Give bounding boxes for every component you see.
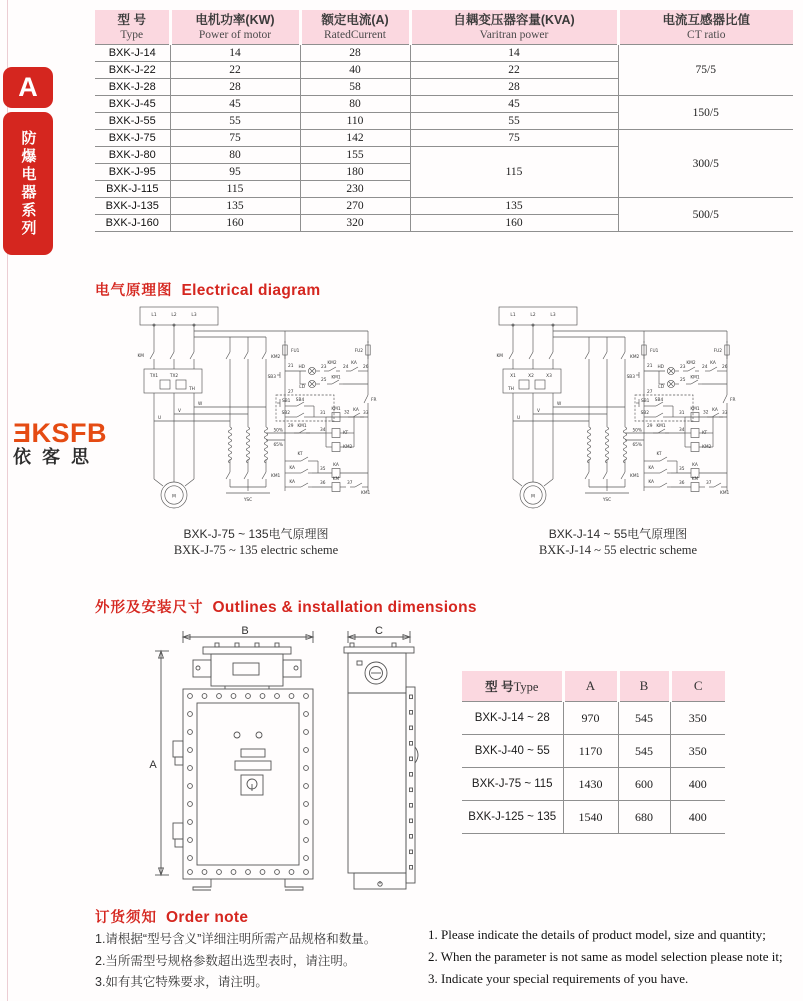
svg-text:FU2: FU2 <box>713 349 722 354</box>
dimension-table-row <box>462 768 725 801</box>
spec-table-cell: BXK-J-95 <box>95 164 170 181</box>
svg-text:KA: KA <box>712 408 718 413</box>
dimension-table-cell: 400 <box>670 801 725 834</box>
svg-text:KA: KA <box>353 408 359 413</box>
order-note-en-item: 2. When the parameter is not same as model selection please note it; <box>428 949 783 964</box>
svg-text:34: 34 <box>679 428 685 433</box>
svg-text:C: C <box>375 625 383 637</box>
spec-col-current: 额定电流(A) RatedCurrent <box>300 10 410 45</box>
svg-text:KM1: KM1 <box>690 407 700 412</box>
svg-text:KA: KA <box>710 361 716 366</box>
svg-text:M: M <box>531 494 535 500</box>
dimension-table-cell: 545 <box>618 735 670 768</box>
svg-text:X3: X3 <box>546 374 552 379</box>
svg-text:KM1: KM1 <box>690 375 700 381</box>
svg-text:25: 25 <box>680 378 686 383</box>
spec-table-cell: 500/5 <box>618 198 793 232</box>
dimension-table-cell: BXK-J-14 ~ 28 <box>462 702 563 735</box>
svg-text:29: 29 <box>647 424 653 429</box>
spec-table-cell: 22 <box>170 62 300 79</box>
spec-table-cell: 22 <box>410 62 618 79</box>
spec-table-cell: BXK-J-80 <box>95 147 170 164</box>
spec-table-body <box>95 45 793 232</box>
svg-text:KA: KA <box>692 463 698 468</box>
spec-table-cell: 230 <box>300 181 410 198</box>
svg-text:KM2: KM2 <box>630 355 640 360</box>
svg-text:36: 36 <box>320 481 326 486</box>
svg-text:L1: L1 <box>151 313 157 318</box>
svg-text:KT: KT <box>297 452 303 457</box>
dim-col-b: B <box>618 671 670 702</box>
dimension-table-cell: 1430 <box>563 768 618 801</box>
svg-text:U: U <box>158 416 162 421</box>
svg-text:SB1: SB1 <box>282 399 291 404</box>
svg-text:26: 26 <box>722 365 728 370</box>
svg-text:21: 21 <box>647 364 653 369</box>
svg-text:KM1: KM1 <box>656 424 666 429</box>
svg-text:HD: HD <box>657 365 664 370</box>
svg-text:B: B <box>241 625 249 637</box>
spec-table-row <box>95 96 793 113</box>
section-heading-electrical-diagram: 电气原理图 Electrical diagram <box>95 282 321 299</box>
dimension-table-cell: 600 <box>618 768 670 801</box>
svg-text:29: 29 <box>288 424 294 429</box>
spec-table-cell: 58 <box>300 79 410 96</box>
spec-table-cell: 45 <box>410 96 618 113</box>
spec-table-cell: 80 <box>170 147 300 164</box>
svg-text:SB4: SB4 <box>654 398 664 403</box>
spec-table-cell: 45 <box>170 96 300 113</box>
spec-table-cell: 155 <box>300 147 410 164</box>
spec-table <box>95 10 793 232</box>
svg-text:KT: KT <box>702 431 708 436</box>
spec-table-cell: 55 <box>410 113 618 130</box>
svg-text:SB2: SB2 <box>281 411 290 416</box>
spec-table-cell: BXK-J-45 <box>95 96 170 113</box>
svg-text:V: V <box>537 409 540 414</box>
spec-table-cell: 320 <box>300 215 410 232</box>
dim-col-c: C <box>670 671 725 702</box>
dimension-table-row <box>462 702 725 735</box>
svg-text:FU2: FU2 <box>354 349 363 354</box>
dimension-table-row <box>462 735 725 768</box>
dimension-table-cell: 970 <box>563 702 618 735</box>
svg-text:HD: HD <box>298 365 305 370</box>
svg-text:M: M <box>172 494 176 500</box>
spec-col-power: 电机功率(KW) Power of motor <box>170 10 300 45</box>
svg-text:21: 21 <box>288 364 294 369</box>
section-heading-outlines: 外形及安装尺寸 Outlines & installation dimensions <box>95 599 477 616</box>
spec-table-cell: 160 <box>410 215 618 232</box>
svg-text:KA: KA <box>333 463 339 468</box>
svg-text:FU1: FU1 <box>291 349 300 354</box>
dimension-table-row <box>462 801 725 834</box>
svg-text:L2: L2 <box>530 313 536 318</box>
spec-table-row <box>95 198 793 215</box>
svg-text:KM1: KM1 <box>331 375 341 381</box>
electrical-diagram-left <box>130 303 382 525</box>
dimension-table-cell: BXK-J-75 ~ 115 <box>462 768 563 801</box>
spec-table-cell: BXK-J-75 <box>95 130 170 147</box>
spec-table-cell: 160 <box>170 215 300 232</box>
svg-text:37: 37 <box>706 481 712 486</box>
spec-table-cell: 115 <box>410 147 618 198</box>
svg-text:KT: KT <box>656 452 662 457</box>
order-note-cn-item: 2.当所需型号规格参数超出选型表时，请注明。 <box>95 953 356 968</box>
order-note-en-item: 1. Please indicate the details of product model, size and quantity; <box>428 927 766 942</box>
spec-table-cell: 300/5 <box>618 130 793 198</box>
spec-table-cell: BXK-J-135 <box>95 198 170 215</box>
spec-col-varitran: 自耦变压器容量(KVA) Varitran power <box>410 10 618 45</box>
svg-text:FR: FR <box>730 398 736 403</box>
dimension-table-cell: 545 <box>618 702 670 735</box>
svg-text:27: 27 <box>647 390 653 395</box>
svg-text:36: 36 <box>679 481 685 486</box>
svg-text:65%: 65% <box>632 443 642 448</box>
sidebar-tab-letter: A <box>18 72 38 102</box>
svg-text:SB1: SB1 <box>641 399 650 404</box>
dim-table-body <box>462 702 725 834</box>
svg-text:35: 35 <box>679 467 685 472</box>
dim-col-type: 型 号Type <box>462 671 563 702</box>
svg-text:KA: KA <box>289 466 295 471</box>
outline-side-view <box>330 623 440 895</box>
dimension-table-cell: BXK-J-125 ~ 135 <box>462 801 563 834</box>
spec-table-cell: BXK-J-28 <box>95 79 170 96</box>
spec-table-cell: 14 <box>410 45 618 62</box>
brand-logo-text: ƎKSFB <box>13 418 108 448</box>
svg-text:31: 31 <box>679 411 685 416</box>
svg-text:32: 32 <box>344 410 350 416</box>
svg-text:L3: L3 <box>191 313 197 318</box>
svg-text:KA: KA <box>351 361 357 366</box>
svg-text:KA: KA <box>648 480 654 485</box>
svg-text:V: V <box>178 409 181 414</box>
order-note-cn-item: 3.如有其它特殊要求，请注明。 <box>95 975 268 989</box>
svg-text:LD: LD <box>658 385 664 390</box>
spec-table-cell: 142 <box>300 130 410 147</box>
svg-text:KM: KM <box>137 354 144 359</box>
svg-text:SB4: SB4 <box>295 398 305 403</box>
spec-table-cell: 150/5 <box>618 96 793 130</box>
dimension-table-cell: 400 <box>670 768 725 801</box>
svg-text:L2: L2 <box>171 313 177 318</box>
dimension-table-cell: 1170 <box>563 735 618 768</box>
svg-text:24: 24 <box>343 365 349 370</box>
svg-text:YSC: YSC <box>602 498 612 503</box>
svg-text:X1: X1 <box>510 374 516 379</box>
svg-text:KM: KM <box>332 477 340 482</box>
svg-text:50%: 50% <box>632 428 642 434</box>
dimension-table-cell: 680 <box>618 801 670 834</box>
svg-text:SB3: SB3 <box>626 375 635 380</box>
dimension-table-cell: 350 <box>670 735 725 768</box>
svg-text:31: 31 <box>320 411 326 416</box>
spec-table-cell: 80 <box>300 96 410 113</box>
svg-text:KM1: KM1 <box>331 407 341 412</box>
spec-table-cell: BXK-J-14 <box>95 45 170 62</box>
dimension-table-cell: 1540 <box>563 801 618 834</box>
spec-table-cell: 75 <box>170 130 300 147</box>
svg-text:KM: KM <box>496 354 503 359</box>
sidebar-tab-series <box>3 112 53 255</box>
svg-text:32: 32 <box>703 410 709 416</box>
svg-text:KA: KA <box>289 480 295 485</box>
svg-text:KM2: KM2 <box>343 445 353 450</box>
svg-text:KM2: KM2 <box>271 355 281 360</box>
svg-text:24: 24 <box>702 365 708 370</box>
dim-col-a: A <box>563 671 618 702</box>
order-note-list-en <box>428 924 800 990</box>
spec-table-cell: 40 <box>300 62 410 79</box>
spec-table-row <box>95 130 793 147</box>
svg-text:23: 23 <box>321 365 327 370</box>
section-heading-order-note: 订货须知 Order note <box>95 909 249 926</box>
svg-text:TH: TH <box>508 387 514 392</box>
svg-text:KA: KA <box>648 466 654 471</box>
dimension-table-header <box>462 671 725 702</box>
dimension-table-cell: 350 <box>670 702 725 735</box>
brand-logo-chinese: 依客思 <box>13 447 100 467</box>
svg-text:L3: L3 <box>550 313 556 318</box>
svg-text:35: 35 <box>320 467 326 472</box>
spec-col-ct-ratio: 电流互感器比值 CT ratio <box>618 10 793 45</box>
svg-text:W: W <box>557 402 562 407</box>
spec-table-cell: 28 <box>170 79 300 96</box>
brand-logo <box>13 420 107 468</box>
spec-table-cell: 270 <box>300 198 410 215</box>
spec-table-cell: 14 <box>170 45 300 62</box>
svg-text:KM1: KM1 <box>630 474 640 479</box>
svg-text:26: 26 <box>363 365 369 370</box>
spec-table-cell: BXK-J-22 <box>95 62 170 79</box>
svg-text:KM2: KM2 <box>327 361 337 366</box>
spec-table-cell: BXK-J-160 <box>95 215 170 232</box>
spec-table-row <box>95 45 793 62</box>
svg-text:KM2: KM2 <box>702 445 712 450</box>
order-note-list-cn <box>95 929 425 994</box>
outline-front-view <box>145 623 340 895</box>
spec-table-cell: 28 <box>410 79 618 96</box>
svg-text:33: 33 <box>722 411 728 416</box>
order-note-en-item: 3. Indicate your special requirements of you have. <box>428 971 689 986</box>
svg-text:YSC: YSC <box>243 498 253 503</box>
svg-text:27: 27 <box>288 390 294 395</box>
svg-text:33: 33 <box>363 411 369 416</box>
svg-text:KM1: KM1 <box>720 491 730 496</box>
svg-text:U: U <box>517 416 521 421</box>
svg-text:KM1: KM1 <box>297 424 307 429</box>
spec-table-cell: 28 <box>300 45 410 62</box>
svg-text:50%: 50% <box>273 428 283 434</box>
svg-text:FU1: FU1 <box>650 349 659 354</box>
svg-text:TX2: TX2 <box>169 374 179 379</box>
spec-table-cell: BXK-J-55 <box>95 113 170 130</box>
electrical-diagram-right <box>489 303 741 525</box>
order-note-cn-item: 1.请根据“型号含义”详细注明所需产品规格和数量。 <box>95 932 377 946</box>
svg-text:SB2: SB2 <box>640 411 649 416</box>
spec-table-cell: BXK-J-115 <box>95 181 170 198</box>
diagram-caption-left: BXK-J-75 ~ 135电气原理图 BXK-J-75 ~ 135 electric scheme <box>173 527 339 557</box>
svg-text:KM1: KM1 <box>271 474 281 479</box>
svg-text:LD: LD <box>299 385 305 390</box>
svg-text:37: 37 <box>347 481 353 486</box>
svg-text:34: 34 <box>320 428 326 433</box>
diagram-caption-right: BXK-J-14 ~ 55电气原理图 BXK-J-14 ~ 55 electric scheme <box>538 527 698 557</box>
svg-text:KM2: KM2 <box>686 361 696 366</box>
spec-table-cell: 55 <box>170 113 300 130</box>
spec-table-cell: 135 <box>170 198 300 215</box>
sidebar-series-label: 防爆电器系列 <box>19 129 37 238</box>
svg-text:KT: KT <box>343 431 349 436</box>
svg-text:KM1: KM1 <box>361 491 371 496</box>
spec-table-cell: 180 <box>300 164 410 181</box>
svg-text:KM: KM <box>691 477 699 482</box>
spec-col-type: 型 号 Type <box>95 10 170 45</box>
spec-table-cell: 110 <box>300 113 410 130</box>
svg-text:FR: FR <box>371 398 377 403</box>
spec-table-cell: 115 <box>170 181 300 198</box>
svg-text:TH: TH <box>189 387 195 392</box>
dimension-table <box>462 671 725 834</box>
svg-text:TX1: TX1 <box>149 374 159 379</box>
svg-text:L1: L1 <box>510 313 516 318</box>
sidebar-tab-a <box>3 67 53 108</box>
dimension-table-cell: BXK-J-40 ~ 55 <box>462 735 563 768</box>
spec-table-cell: 95 <box>170 164 300 181</box>
spec-table-cell: 135 <box>410 198 618 215</box>
spec-table-cell: 75/5 <box>618 45 793 96</box>
spec-table-header <box>95 10 793 45</box>
spec-table-cell: 75 <box>410 130 618 147</box>
svg-text:A: A <box>149 759 157 771</box>
svg-text:65%: 65% <box>273 443 283 448</box>
svg-text:SB3: SB3 <box>267 375 276 380</box>
svg-text:X2: X2 <box>528 374 534 379</box>
svg-text:23: 23 <box>680 365 686 370</box>
svg-text:25: 25 <box>321 378 327 383</box>
svg-text:W: W <box>198 402 203 407</box>
